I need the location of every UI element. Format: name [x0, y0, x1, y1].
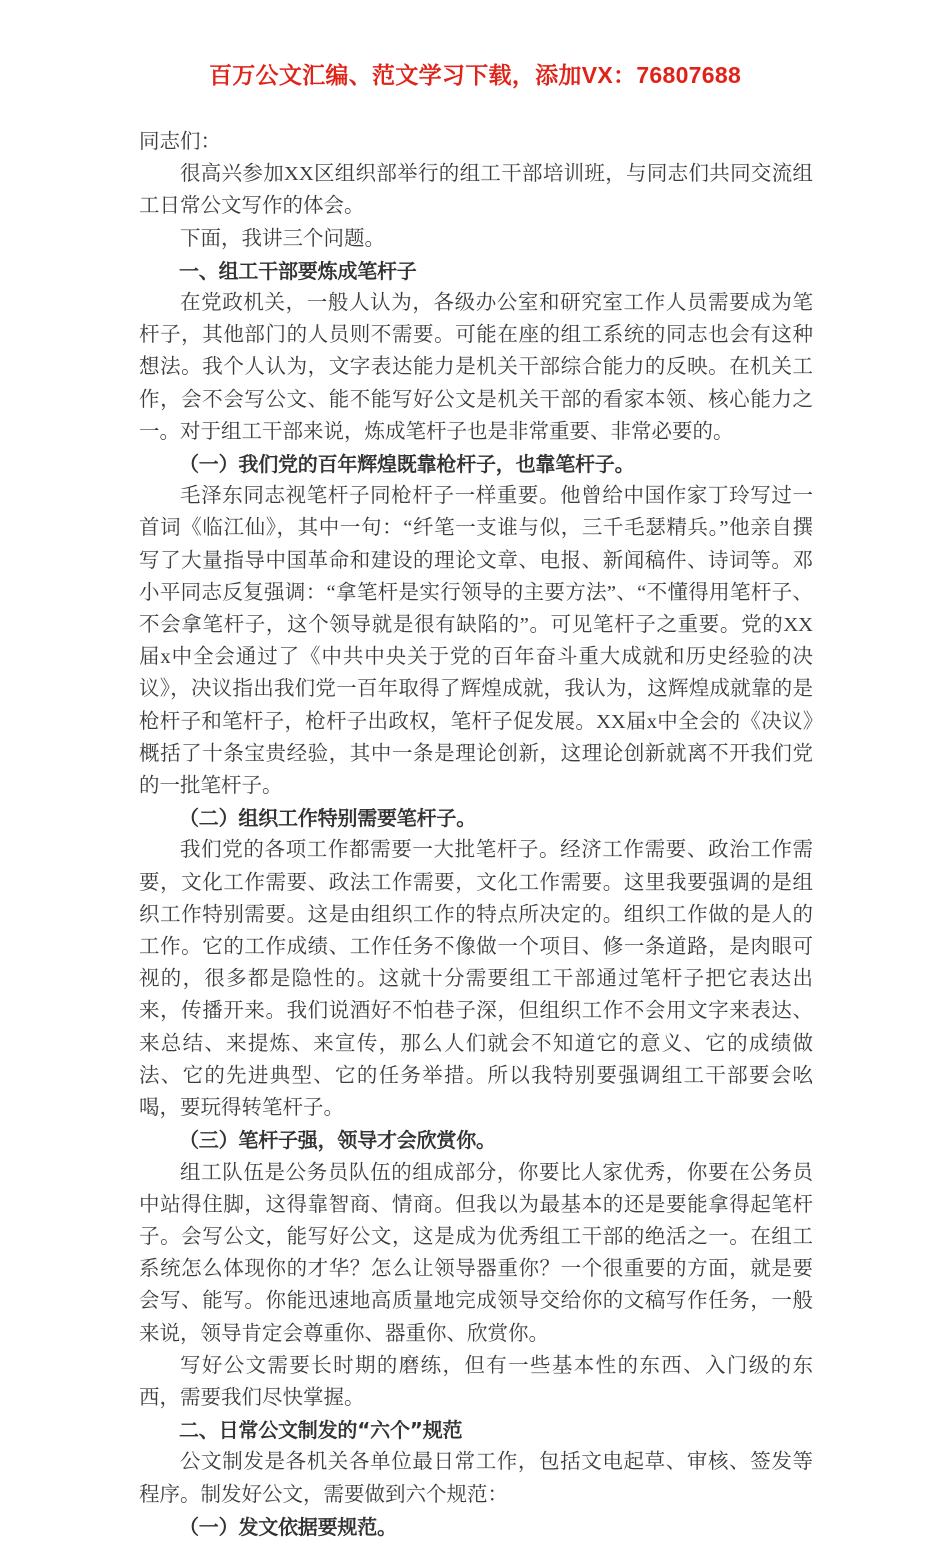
para-1-5: 写好公文需要长时期的磨练，但有一些基本性的东西、入门级的东西，需要我们尽快掌握。: [139, 1354, 813, 1409]
opening-paragraph: 很高兴参加XX区组织部举行的组工干部培训班，与同志们共同交流组工日常公文写作的体会。: [139, 163, 813, 218]
subheading-2-1: （一）发文依据要规范。: [179, 1514, 397, 1539]
subheading-1-1: （一）我们党的百年辉煌既靠枪杆子，也靠笔杆子。: [179, 452, 635, 477]
heading-one: 一、组工干部要炼成笔杆子: [179, 258, 417, 283]
promo-banner-text: 百万公文汇编、范文学习下载，添加VX：76807688: [208, 62, 742, 88]
three-topics-line: 下面，我讲三个问题。: [180, 227, 385, 250]
para-2-1: 公文制发是各机关各单位最日常工作，包括文电起草、审核、签发等程序。制发好公文，需要做到六个规范：: [139, 1451, 813, 1506]
subheading-1-3: （三）笔杆子强，领导才会欣赏你。: [179, 1128, 496, 1153]
para-1-4: 组工队伍是公务员队伍的组成部分，你要比人家优秀，你要在公务员中站得住脚，这得靠智商、情商。但我以为最基本的还是要能拿得起笔杆子。会写公文，能写好公文，这是成为优秀组工干部的绝活之一。在组工系统怎么体现你的才华？怎么让领导器重你？一个很重要的方面，就是要会写、能写。你能迅速地高质量地完成领导交给你的文稿写作任务，一般来说，领导肯定会尊重你、器重你、欣赏你。: [139, 1161, 813, 1345]
para-1-1: 在党政机关，一般人认为，各级办公室和研究室工作人员需要成为笔杆子，其他部门的人员则不需要。可能在座的组工系统的同志也会有这种想法。我个人认为，文字表达能力是机关干部综合能力的反映。在机关工作，会不会写公文、能不能写好公文是机关干部的看家本领、核心能力之一。对于组工干部来说，炼成笔杆子也是非常重要、非常必要的。: [139, 292, 813, 443]
salutation: 同志们：: [139, 131, 221, 153]
para-1-3: 我们党的各项工作都需要一大批笔杆子。经济工作需要、政治工作需要，文化工作需要、政法工作需要，文化工作需要。这里我要强调的是组织工作特别需要。这是由组织工作的特点所决定的。组织工作做的是人的工作。它的工作成绩、工作任务不像做一个项目、修一条道路，是肉眼可视的，很多都是隐性的。这就十分需要组工干部通过笔杆子把它表达出来，传播开来。我们说酒好不怕巷子深，但组织工作不会用文字来表达、来总结、来提炼、来宣传，那么人们就会不知道它的意义、它的成绩做法、它的先进典型、它的任务举措。所以我特别要强调组工干部要会吆喝，要玩得转笔杆子。: [139, 839, 813, 1120]
subheading-1-2: （二）组织工作特别需要笔杆子。: [179, 806, 476, 831]
document-body: [139, 126, 813, 1543]
heading-two: 二、日常公文制发的“六个”规范: [179, 1418, 463, 1443]
para-1-2: 毛泽东同志视笔杆子同枪杆子一样重要。他曾给中国作家丁玲写过一首词《临江仙》，其中一句：“纤笔一支谁与似，三千毛瑟精兵。”他亲自撰写了大量指导中国革命和建设的理论文章、电报、新闻稿件、诗词等。邓小平同志反复强调：“拿笔杆是实行领导的主要方法”、“不懂得用笔杆子、不会拿笔杆子，这个领导就是很有缺陷的”。可见笔杆子之重要。党的XX届x中全会通过了《中共中央关于党的百年奋斗重大成就和历史经验的决议》，决议指出我们党一百年取得了辉煌成就，我认为，这辉煌成就靠的是枪杆子和笔杆子，枪杆子出政权，笔杆子促发展。XX届x中全会的《决议》概括了十条宝贵经验，其中一条是理论创新，这理论创新就离不开我们党的一批笔杆子。: [139, 485, 813, 798]
